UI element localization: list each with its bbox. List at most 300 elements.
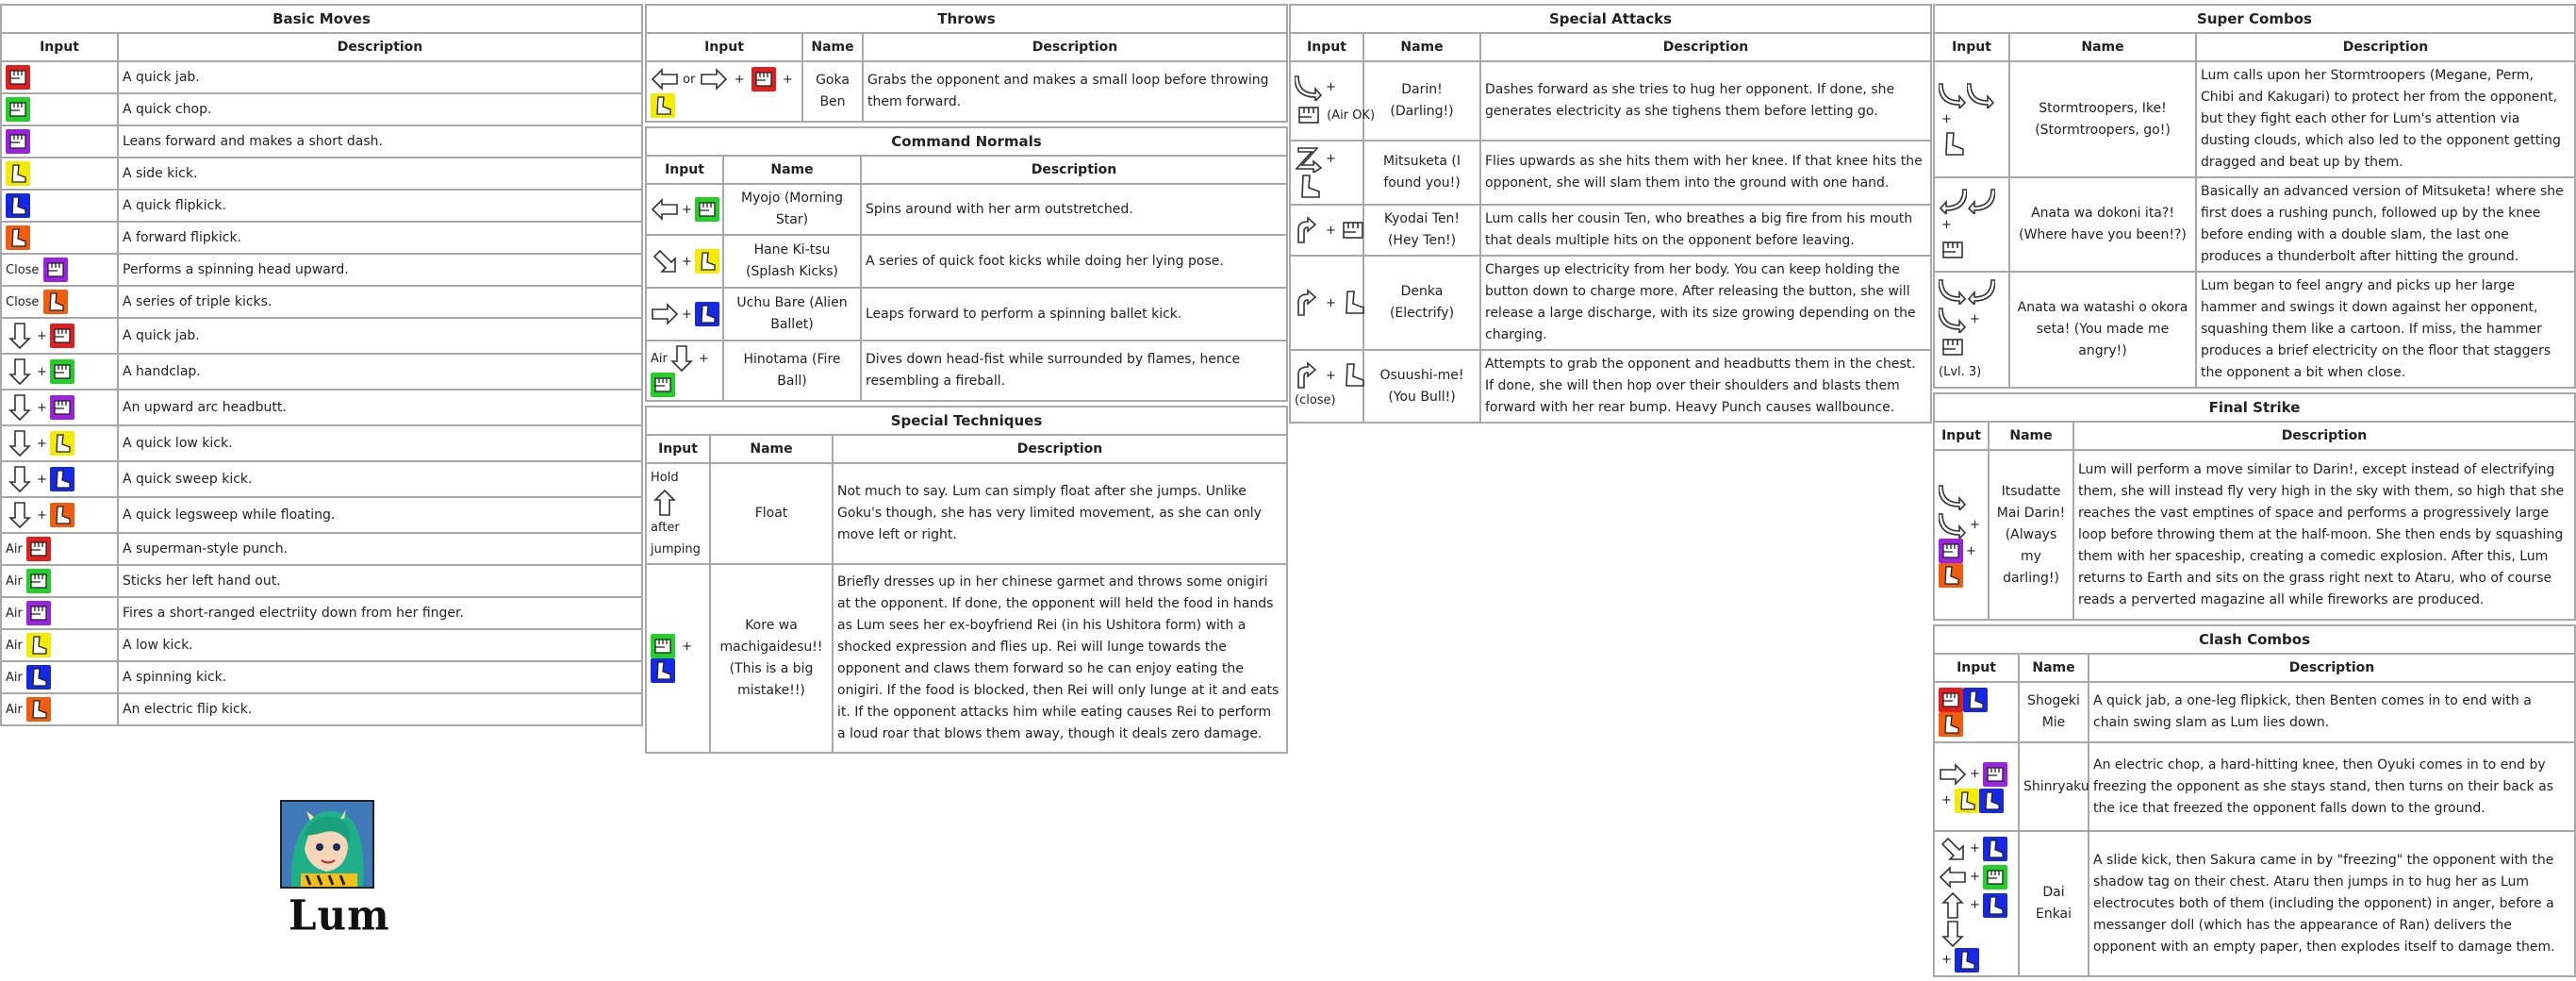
move-name: Osuushi-me! (You Bull!) (1363, 350, 1480, 423)
table-row (1934, 682, 2575, 742)
table-row (1, 318, 642, 354)
move-description: A superman-style punch. (118, 533, 642, 565)
plus-sign: + (1941, 112, 1952, 126)
plus-sign: + (1966, 543, 1976, 558)
kick-button-icon (6, 193, 30, 218)
table-row (1934, 742, 2575, 831)
move-description: An upward arc headbutt. (118, 390, 642, 425)
plus-sign: + (1970, 898, 1980, 912)
move-name: Hane Ki-tsu (Splash Kicks) (723, 235, 861, 288)
arrow-up-icon (651, 489, 679, 517)
move-description: An electric flip kick. (118, 693, 642, 725)
table-row (1, 497, 642, 533)
punch-button-icon (651, 373, 675, 397)
clash-combos-table (1933, 624, 2576, 977)
move-description: Not much to say. Lum can simply float after she jumps. Unlike Goku's though, she has very limited movement, as she can only move left or right. (833, 463, 1287, 564)
kick-button-icon (1983, 837, 2007, 861)
plus-sign: + (1326, 223, 1336, 238)
table-row (1, 661, 642, 693)
input-qualifier: Air (651, 351, 668, 366)
move-name: Dai Enkai (2019, 831, 2089, 976)
move-name: Itsudatte Mai Darin! (Always my darling!) (1989, 450, 2073, 620)
punch-icon (1939, 236, 1967, 264)
table-row (1, 125, 642, 158)
input-qualifier: (Lvl. 3) (1939, 365, 1982, 379)
arrow-forward-icon (1939, 760, 1967, 789)
kick-button-icon (50, 431, 74, 456)
move-description: An electric chop, a hard-hitting knee, then Oyuki comes in to end by freezing the opponent as she stays stand, then turns on their back as the ice that freezed the opponent falls down to the ground. (2089, 742, 2575, 831)
special-techniques-table (645, 406, 1288, 754)
table-row (1, 286, 642, 318)
arrow-down-icon (1939, 920, 1967, 948)
column-header: Input (646, 435, 710, 463)
move-description: Lum will perform a move similar to Darin!, except instead of electrifying them, she will instead fly very high in the sky with them, so high that she reaches the vast emptines of space and performs a progressively large loop before throwing them at the half-moon. She then ends by squashing them with her spaceship, creating a comedic explosion. After this, Lum returns to Earth and sits on the grass right next to Ataru, who of course reads a perverted magazine all while fireworks are produced. (2073, 450, 2575, 620)
punch-button-icon (50, 359, 74, 384)
move-input (1, 693, 118, 725)
move-description: Flies upwards as she hits them with her knee. If that knee hits the opponent, she will slam them into the ground with one hand. (1480, 141, 1931, 205)
plus-sign: + (1326, 368, 1336, 383)
table-row (646, 564, 1287, 753)
command-normals-table (645, 126, 1288, 402)
move-input (1, 254, 118, 286)
column-header: Input (1290, 33, 1363, 61)
move-input (1, 190, 118, 222)
kick-button-icon (1955, 948, 1979, 973)
kick-button-icon (1979, 789, 2004, 813)
input-qualifier: (close) (1295, 393, 1336, 407)
arrow-dp-icon (1295, 144, 1323, 173)
table-row (1, 254, 642, 286)
move-input (1, 629, 118, 661)
arrow-downforward-icon (1939, 835, 1967, 863)
move-input (1290, 350, 1363, 423)
move-description: Dashes forward as she tries to hug her opponent. If done, she generates electricity as she tighens them before letting go. (1480, 61, 1931, 141)
move-description: A quick chop. (118, 93, 642, 125)
arrow-qcb-icon (1967, 186, 1995, 214)
special-attacks-column (1289, 4, 1932, 427)
column-header: Description (861, 156, 1287, 184)
plus-sign: + (1970, 517, 1980, 532)
kick-button-icon (1939, 563, 1963, 588)
move-input (1934, 61, 2009, 177)
move-input (646, 184, 723, 235)
punch-button-icon (1983, 865, 2007, 890)
plus-sign: + (1326, 151, 1336, 166)
input-qualifier: Air (6, 670, 23, 685)
arrow-down-icon (6, 393, 34, 422)
move-input (646, 288, 723, 341)
punch-button-icon (50, 395, 74, 420)
move-description: A quick low kick. (118, 425, 642, 461)
column-header: Input (646, 156, 723, 184)
arrow-downforward-icon (651, 247, 679, 275)
column-header: Input (646, 33, 802, 61)
input-qualifier: Close (6, 294, 40, 309)
table-row (646, 463, 1287, 564)
punch-button-icon (26, 537, 51, 561)
move-description: A quick legsweep while floating. (118, 497, 642, 533)
plus-sign: + (1970, 767, 1980, 781)
input-qualifier: (Air OK) (1327, 108, 1376, 123)
table-row (1290, 61, 1931, 141)
move-description: A spinning kick. (118, 661, 642, 693)
move-input (1, 61, 118, 93)
move-description: Lum began to feel angry and picks up her large hammer and swings it down against her opponent, squashing them like a cartoon. If miss, the hammer produces a brief electricity on the floor that staggers the opponent a bit when close. (2196, 272, 2575, 388)
arrow-upcurve-icon (1295, 216, 1323, 244)
kick-button-icon (50, 503, 74, 527)
kick-button-icon (26, 633, 51, 657)
table-row (1, 93, 642, 125)
move-input (646, 341, 723, 401)
column-header: Name (1363, 33, 1480, 61)
section-title: Super Combos (1934, 5, 2575, 33)
column-header: Input (1, 33, 118, 61)
table-row (1, 222, 642, 254)
arrow-qcf-icon (1939, 80, 1967, 108)
input-qualifier: Air (6, 541, 23, 557)
move-input (1934, 682, 2019, 742)
plus-sign: + (1326, 295, 1336, 310)
punch-button-icon (43, 258, 68, 282)
move-input (1, 533, 118, 565)
column-header: Name (710, 435, 833, 463)
move-input (1934, 272, 2009, 388)
section-title: Special Techniques (646, 407, 1287, 435)
section-title: Clash Combos (1934, 625, 2575, 654)
move-input (1290, 256, 1363, 350)
plus-sign: + (1970, 870, 1980, 884)
kick-icon (1939, 130, 1967, 158)
character-name-logo: Lum (289, 890, 390, 940)
character-portrait (280, 800, 374, 889)
arrow-back-icon (651, 65, 679, 93)
kick-icon (1295, 173, 1323, 201)
move-input (1, 661, 118, 693)
move-name: Denka (Electrify) (1363, 256, 1480, 350)
move-name: Stormtroopers, Ike! (Stormtroopers, go!) (2009, 61, 2196, 177)
kick-button-icon (695, 302, 719, 326)
kick-icon (1339, 361, 1367, 390)
kick-button-icon (1983, 893, 2007, 918)
arrow-qcf-icon (1939, 276, 1967, 305)
move-input (1, 93, 118, 125)
kick-button-icon (26, 665, 51, 690)
move-input (1, 565, 118, 597)
plus-sign: + (37, 364, 47, 379)
move-input (1, 425, 118, 461)
punch-button-icon (1939, 688, 1963, 712)
move-description: Leaps forward to perform a spinning ballet kick. (861, 288, 1287, 341)
arrow-qcf-icon (1939, 510, 1967, 539)
move-name: Hinotama (Fire Ball) (723, 341, 861, 401)
punch-button-icon (6, 97, 30, 122)
input-qualifier: Air (6, 702, 23, 717)
table-row (1290, 205, 1931, 256)
plus-sign: + (37, 328, 47, 343)
or-text: or (683, 72, 696, 87)
table-row (1, 565, 642, 597)
plus-sign: + (1941, 793, 1952, 807)
plus-sign: + (1326, 79, 1336, 94)
column-header: Description (2196, 33, 2575, 61)
column-header: Description (2089, 654, 2575, 682)
move-input (1, 286, 118, 318)
move-input (1, 125, 118, 158)
section-title: Final Strike (1934, 393, 2575, 422)
special-attacks-table (1289, 4, 1932, 424)
move-description: A quick sweep kick. (118, 461, 642, 497)
move-description: A low kick. (118, 629, 642, 661)
column-header: Name (723, 156, 861, 184)
arrow-down-icon (6, 322, 34, 350)
arrow-down-icon (6, 501, 34, 529)
table-row (646, 235, 1287, 288)
column-header: Name (2009, 33, 2196, 61)
punch-icon (1295, 101, 1323, 129)
plus-sign: + (682, 307, 692, 322)
arrow-qcf-icon (1939, 305, 1967, 333)
plus-sign: + (37, 472, 47, 487)
move-input (1, 318, 118, 354)
table-row (646, 61, 1287, 122)
arrow-qcf-icon (1295, 73, 1323, 101)
arrow-qcb-icon (1939, 186, 1967, 214)
arrow-down-icon (668, 344, 696, 373)
move-description: A series of triple kicks. (118, 286, 642, 318)
table-row (1, 190, 642, 222)
move-input (1, 222, 118, 254)
move-name: Goka Ben (802, 61, 863, 122)
move-input (1, 497, 118, 533)
plus-sign: + (698, 351, 709, 366)
column-header: Input (1934, 422, 1989, 450)
move-name: Uchu Bare (Alien Ballet) (723, 288, 861, 341)
arrow-forward-icon (700, 65, 728, 93)
move-description: A series of quick foot kicks while doing her lying pose. (861, 235, 1287, 288)
table-row (1290, 141, 1931, 205)
move-input (1, 354, 118, 390)
plus-sign: + (682, 254, 692, 269)
arrow-upcurve-icon (1295, 361, 1323, 390)
move-name: Shinryaku (2019, 742, 2089, 831)
column-header: Input (1934, 654, 2019, 682)
move-description: A quick flipkick. (118, 190, 642, 222)
move-name: Float (710, 463, 833, 564)
table-row (1290, 256, 1931, 350)
throws-table (645, 4, 1288, 123)
move-name: Myojo (Morning Star) (723, 184, 861, 235)
punch-button-icon (1983, 762, 2007, 787)
move-description: Lum calls her cousin Ten, who breathes a big fire from his mouth that deals multiple hits on the opponent before leaving. (1480, 205, 1931, 256)
plus-sign: + (37, 436, 47, 451)
table-row (1290, 350, 1931, 423)
arrow-qcb-icon (1967, 276, 1995, 305)
table-row (1934, 177, 2575, 272)
table-row (1, 461, 642, 497)
kick-button-icon (6, 161, 30, 186)
basic-moves-table (0, 4, 643, 726)
plus-sign: + (37, 507, 47, 523)
move-input (1934, 177, 2009, 272)
move-name: Shogeki Mie (2019, 682, 2089, 742)
table-row (646, 184, 1287, 235)
table-row (1, 693, 642, 725)
move-description: A slide kick, then Sakura came in by "freezing" the opponent with the shadow tag on their chest. Ataru then jumps in to hug her as Lum electrocutes both of them (including the opponent) in anger, before a messanger doll (which has the appearance of Ran) delivers the opponent with an empty paper, then explodes itself to damage them. (2089, 831, 2575, 976)
move-input (1290, 141, 1363, 205)
move-description: Attempts to grab the opponent and headbutts them in the chest. If done, she will then hop over their shoulders and blasts them forward with her rear bump. Heavy Punch causes wallbounce. (1480, 350, 1931, 423)
input-qualifier: Air (6, 606, 23, 621)
arrow-down-icon (6, 357, 34, 386)
move-name: Kore wa machigaidesu!! (This is a big mistake!!) (710, 564, 833, 753)
move-name: Darin! (Darling!) (1363, 61, 1480, 141)
move-name: Kyodai Ten! (Hey Ten!) (1363, 205, 1480, 256)
column-header: Description (833, 435, 1287, 463)
arrow-up-icon (1939, 891, 1967, 920)
arrow-qcf-icon (1967, 80, 1995, 108)
punch-button-icon (26, 569, 51, 593)
move-input (646, 235, 723, 288)
column-header: Name (802, 33, 863, 61)
move-description: A handclap. (118, 354, 642, 390)
kick-button-icon (43, 290, 68, 314)
plus-sign: + (682, 202, 692, 217)
move-description: Lum calls upon her Stormtroopers (Megane, Perm, Chibi and Kakugari) to protect her from the opponent, but they fight each other for Lum's attention via dusting clouds, which also led to the opponent getting dragged and beat up by them. (2196, 61, 2575, 177)
move-input (1, 461, 118, 497)
section-title: Command Normals (646, 127, 1287, 156)
input-qualifier: Close (6, 262, 40, 277)
punch-button-icon (1939, 539, 1963, 563)
arrow-down-icon (6, 429, 34, 457)
arrow-down-icon (6, 465, 34, 493)
basic-moves-column (0, 4, 643, 730)
table-row (1, 61, 642, 93)
move-description: Leans forward and makes a short dash. (118, 125, 642, 158)
column-header: Description (1480, 33, 1931, 61)
kick-icon (1339, 289, 1367, 317)
table-row (1, 354, 642, 390)
move-input (1, 390, 118, 425)
move-description: Grabs the opponent and makes a small loop before throwing them forward. (863, 61, 1287, 122)
plus-sign: + (1941, 217, 1952, 232)
punch-button-icon (695, 197, 719, 222)
column-header: Name (1989, 422, 2073, 450)
move-input: Hold after jumping (646, 463, 710, 564)
arrow-upcurve-icon (1295, 289, 1323, 317)
table-row (1, 425, 642, 461)
move-description: Performs a spinning head upward. (118, 254, 642, 286)
kick-button-icon (26, 697, 51, 722)
plus-sign: + (1941, 953, 1952, 967)
column-header: Description (863, 33, 1287, 61)
super-combos-table (1933, 4, 2576, 389)
kick-button-icon (1939, 712, 1963, 737)
move-input: or + + (646, 61, 802, 122)
move-name: Mitsuketa (I found you!) (1363, 141, 1480, 205)
punch-button-icon (651, 634, 675, 658)
table-row (1, 597, 642, 629)
column-header: Description (2073, 422, 2575, 450)
super-combos-column (1933, 4, 2576, 981)
plus-sign: + (37, 400, 47, 415)
move-description: A side kick. (118, 158, 642, 190)
kick-button-icon (1955, 789, 1979, 813)
punch-icon (1339, 216, 1367, 244)
table-row (1934, 450, 2575, 620)
kick-button-icon (651, 658, 675, 683)
move-description: A quick jab. (118, 61, 642, 93)
move-description: Sticks her left hand out. (118, 565, 642, 597)
kick-button-icon (6, 225, 30, 250)
arrow-qcf-icon (1939, 482, 1967, 510)
move-input: + (646, 564, 710, 753)
move-description: A quick jab. (118, 318, 642, 354)
kick-button-icon (1963, 688, 1988, 712)
table-row (1, 533, 642, 565)
arrow-back-icon (1939, 863, 1967, 891)
move-name: Anata wa watashi o okora seta! (You made me angry!) (2009, 272, 2196, 388)
punch-button-icon (26, 601, 51, 625)
table-row (1, 390, 642, 425)
move-input (1290, 61, 1376, 141)
section-title: Special Attacks (1290, 5, 1931, 33)
punch-icon (1939, 333, 1967, 361)
move-input (1, 597, 118, 629)
punch-button-icon (50, 324, 74, 348)
table-row (1934, 831, 2575, 976)
section-title: Throws (646, 5, 1287, 33)
section-title: Basic Moves (1, 5, 642, 33)
kick-button-icon (651, 93, 675, 118)
move-description: A forward flipkick. (118, 222, 642, 254)
table-row (646, 341, 1287, 401)
column-header: Name (2019, 654, 2089, 682)
table-row (646, 288, 1287, 341)
kick-button-icon (695, 249, 719, 274)
table-row (1934, 61, 2575, 177)
throws-column (645, 4, 1288, 757)
move-input (1290, 205, 1363, 256)
table-row (1, 629, 642, 661)
punch-button-icon (6, 65, 30, 90)
move-description: Basically an advanced version of Mitsuketa! where she first does a rushing punch, followed up by the knee before ending with a double slam, the last one produces a thunderbolt after hitting the ground. (2196, 177, 2575, 272)
move-description: Dives down head-fist while surrounded by flames, hence resembling a fireball. (861, 341, 1287, 401)
move-description: Briefly dresses up in her chinese garmet and throws some onigiri at the opponent. If done, the opponent will held the food in hands as Lum sees her ex-boyfriend Rei (in his Ushitora form) with a shocked expression and flies up. Rei will lunge towards the opponent and claws them forward so he can enjoy eating the onigiri. If the food is blocked, then Rei will only lunge at it and eats it. If the opponent attacks him while eating causes Rei to perform a loud roar that blows them away, though it deals zero damage. (833, 564, 1287, 753)
column-header: Input (1934, 33, 2009, 61)
punch-button-icon (751, 67, 776, 91)
input-qualifier: Air (6, 638, 23, 653)
move-input (1934, 450, 1989, 620)
punch-button-icon (6, 129, 30, 154)
move-input (1934, 831, 2019, 976)
move-name: Anata wa dokoni ita?! (Where have you been!?) (2009, 177, 2196, 272)
move-input (1, 158, 118, 190)
plus-sign: + (1970, 841, 1980, 856)
move-description: Spins around with her arm outstretched. (861, 184, 1287, 235)
table-row (1, 158, 642, 190)
column-header: Description (118, 33, 642, 61)
arrow-back-icon (651, 195, 679, 224)
move-description: A quick jab, a one-leg flipkick, then Benten comes in to end with a chain swing slam as Lum lies down. (2089, 682, 2575, 742)
move-input (1934, 742, 2019, 831)
arrow-forward-icon (651, 300, 679, 328)
table-row (1934, 272, 2575, 388)
move-description: Fires a short-ranged electriity down from her finger. (118, 597, 642, 629)
move-description: Charges up electricity from her body. You can keep holding the button down to charge more. After releasing the button, she will release a large discharge, with its size growing depending on the charging. (1480, 256, 1931, 350)
plus-sign: + (1970, 311, 1980, 326)
final-strike-table (1933, 392, 2576, 621)
kick-button-icon (50, 467, 74, 491)
input-qualifier: Air (6, 574, 23, 589)
